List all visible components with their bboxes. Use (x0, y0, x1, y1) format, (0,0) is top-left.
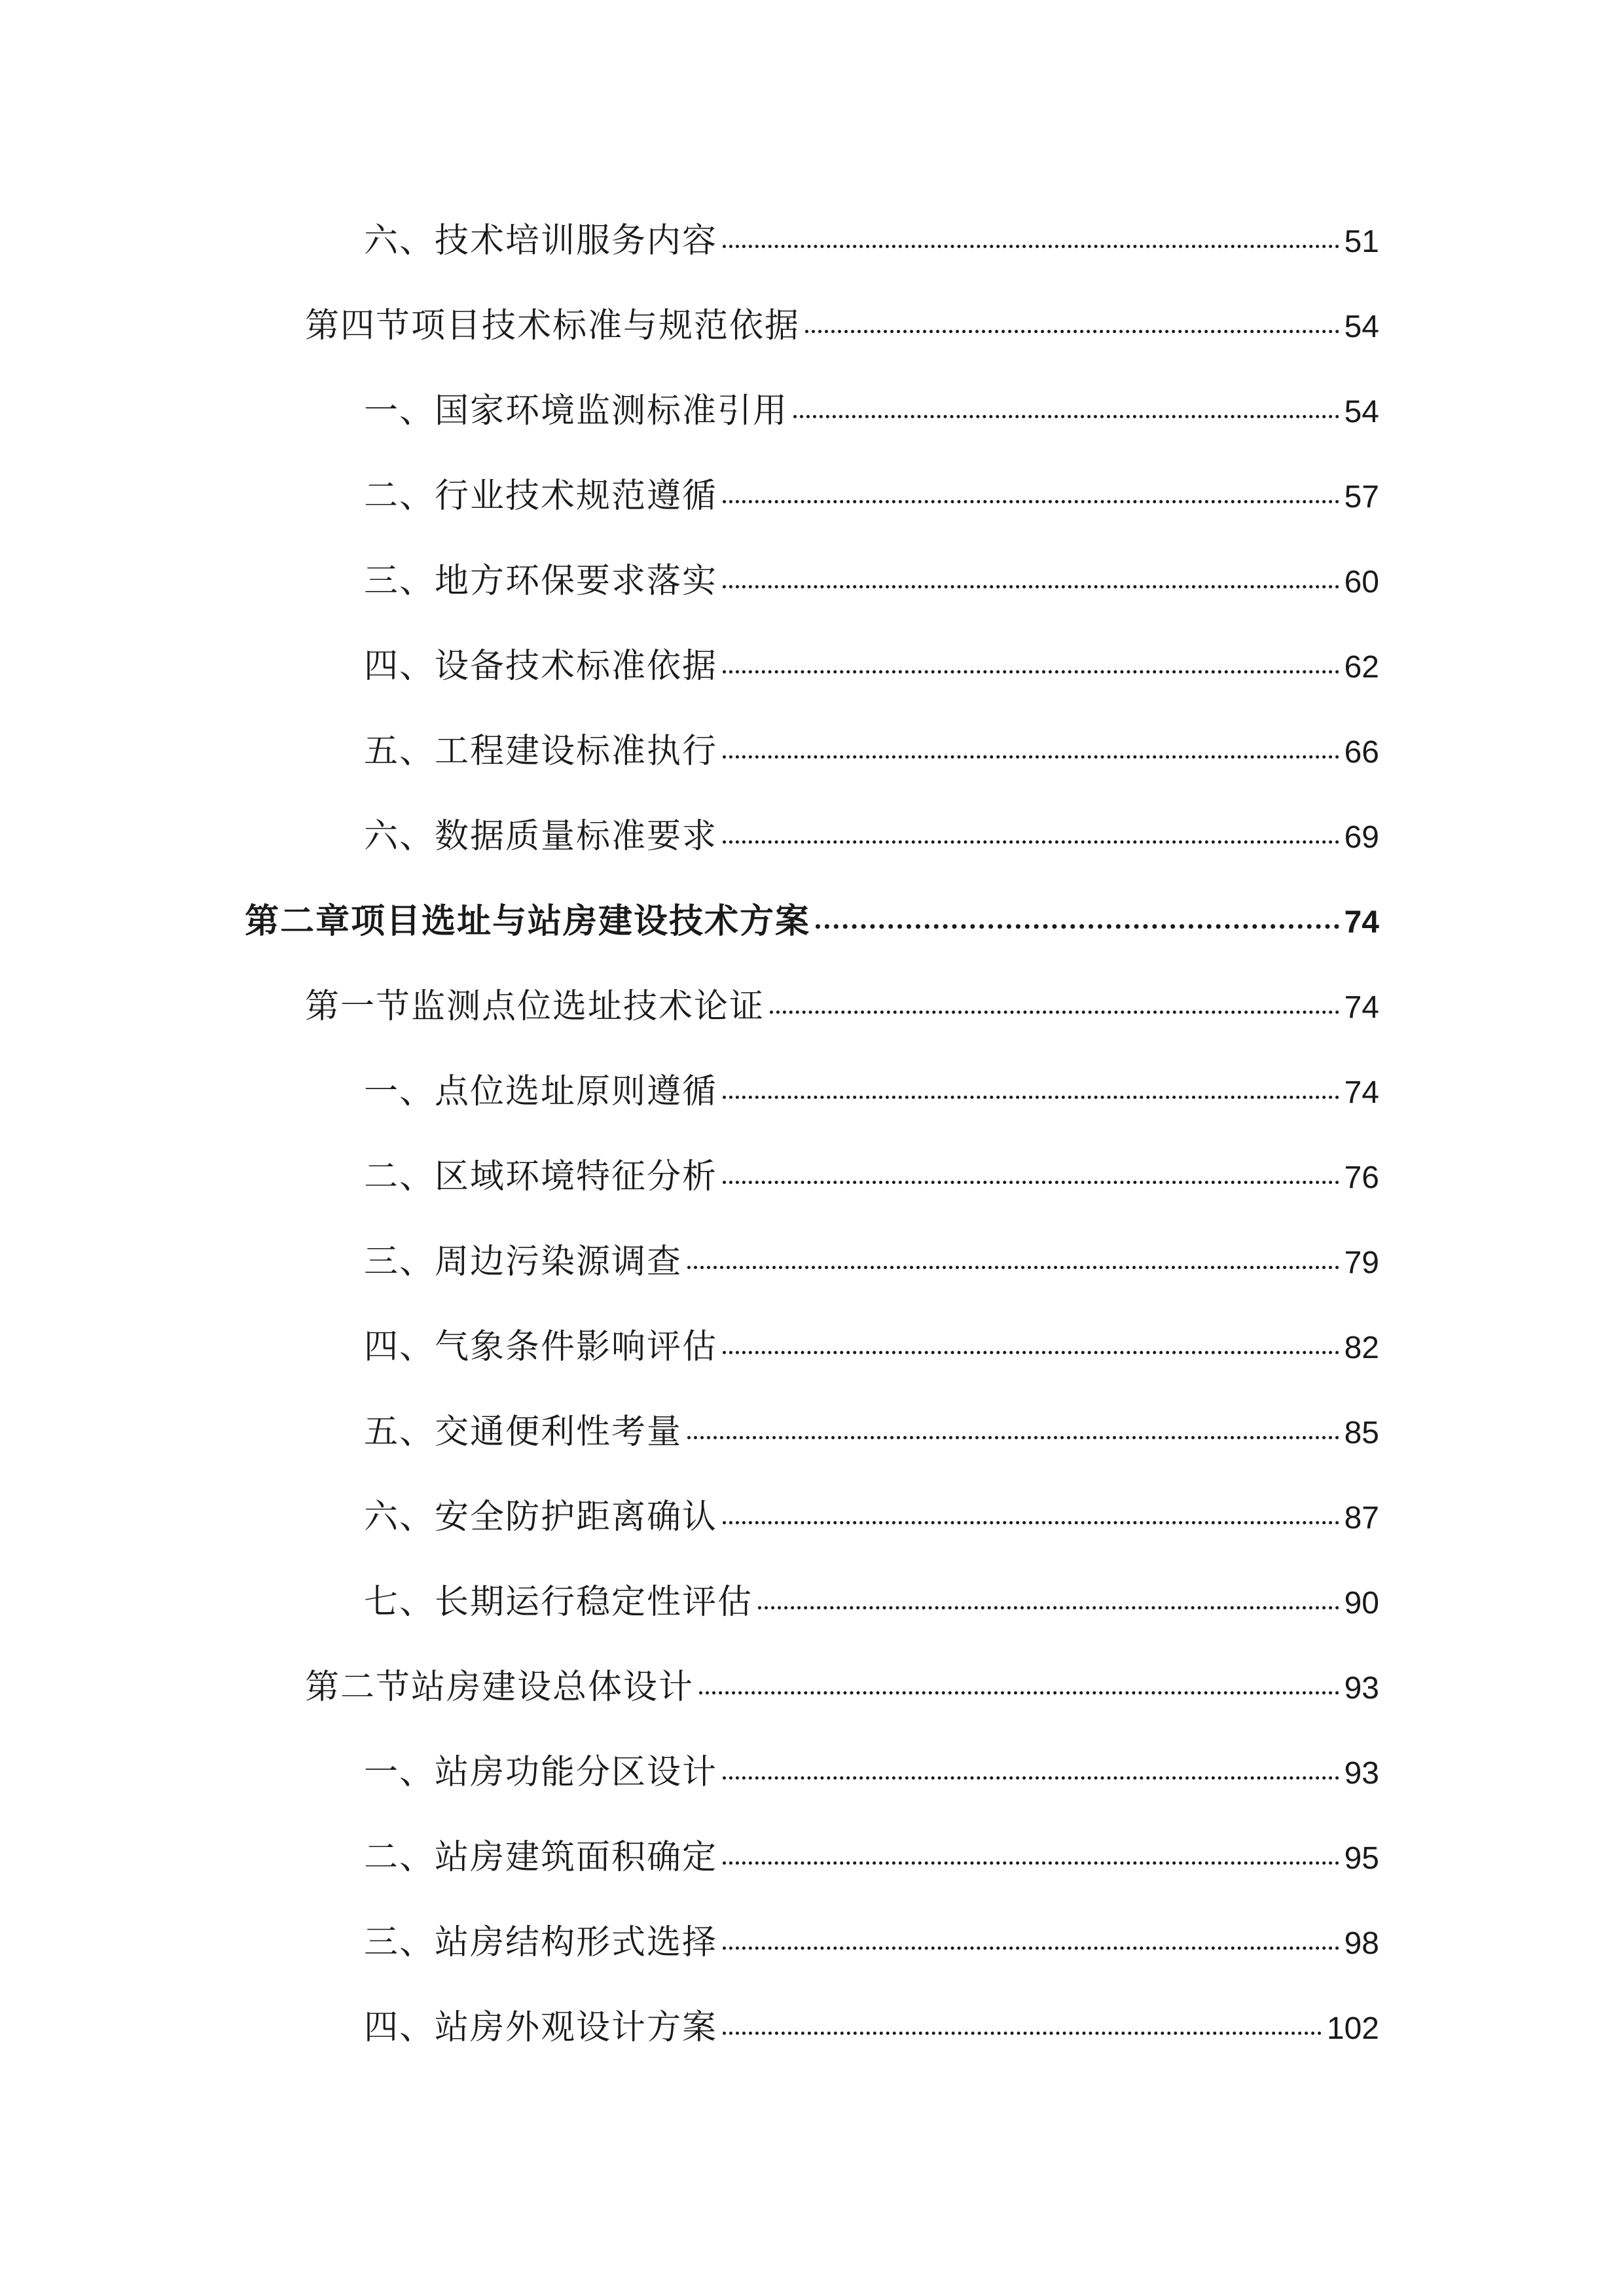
toc-entry-page: 69 (1344, 820, 1379, 855)
toc-entry-title: 六、技术培训服务内容 (364, 221, 718, 260)
toc-entry-title: 第二节站房建设总体设计 (305, 1668, 695, 1707)
toc-entry-title: 第一节监测点位选址技术论证 (305, 987, 765, 1026)
dot-leader (687, 1266, 1339, 1269)
toc-entry[interactable] (305, 303, 1379, 349)
toc-entry[interactable] (364, 1579, 1379, 1625)
toc-entry-title: 四、气象条件影响评估 (364, 1327, 718, 1367)
toc-entry-page: 87 (1344, 1501, 1379, 1535)
toc-entry-page: 54 (1344, 310, 1379, 344)
toc-entry-title: 三、周边污染源调查 (364, 1242, 683, 1282)
toc-entry-page: 79 (1344, 1246, 1379, 1280)
toc-entry-title: 二、区域环境特征分析 (364, 1157, 718, 1196)
dot-leader (770, 1011, 1339, 1014)
toc-entry[interactable] (364, 643, 1379, 689)
dot-leader (723, 1861, 1339, 1865)
dot-leader (723, 1181, 1339, 1184)
toc-entry-page: 54 (1344, 395, 1379, 429)
dot-leader (805, 330, 1339, 333)
dot-leader (723, 500, 1339, 503)
toc-entry[interactable] (364, 1154, 1379, 1200)
toc-entry[interactable] (364, 1494, 1379, 1540)
dot-leader (723, 755, 1339, 759)
toc-entry-page: 51 (1344, 224, 1379, 259)
toc-entry-page: 62 (1344, 650, 1379, 685)
toc-entry-page: 95 (1344, 1841, 1379, 1876)
toc-entry-title: 六、安全防护距离确认 (364, 1498, 718, 1537)
toc-entry-title: 四、设备技术标准依据 (364, 647, 718, 686)
toc-entry[interactable] (364, 728, 1379, 774)
toc-entry[interactable] (364, 473, 1379, 519)
toc-entry[interactable] (364, 558, 1379, 604)
toc-entry-title: 五、工程建设标准执行 (364, 732, 718, 771)
toc-entry-page: 74 (1344, 990, 1379, 1025)
toc-entry-page: 57 (1344, 480, 1379, 514)
dot-leader (723, 670, 1339, 673)
dot-leader (687, 1436, 1339, 1439)
dot-leader (816, 924, 1339, 929)
toc-entry-chapter[interactable] (245, 899, 1379, 944)
toc-entry[interactable] (364, 1835, 1379, 1880)
toc-entry-page: 66 (1344, 735, 1379, 770)
toc-entry[interactable] (364, 814, 1379, 859)
toc-entry-page: 102 (1326, 2011, 1379, 2046)
dot-leader (723, 1096, 1339, 1099)
toc-entry[interactable] (364, 1920, 1379, 1965)
toc-entry-title: 三、站房结构形式选择 (364, 1923, 718, 1962)
toc-entry-page: 74 (1344, 1075, 1379, 1110)
toc-entry-page: 82 (1344, 1331, 1379, 1365)
toc-entry-title: 三、地方环保要求落实 (364, 562, 718, 601)
dot-leader (793, 415, 1339, 418)
toc-entry[interactable] (364, 1239, 1379, 1285)
toc-entry[interactable] (364, 388, 1379, 434)
toc-entry[interactable] (305, 1664, 1379, 1710)
toc-entry-title: 四、站房外观设计方案 (364, 2008, 718, 2047)
toc-entry-page: 60 (1344, 565, 1379, 600)
dot-leader (723, 1521, 1339, 1524)
dot-leader (699, 1691, 1339, 1695)
toc-entry[interactable] (364, 1749, 1379, 1795)
toc-entry[interactable] (364, 1409, 1379, 1455)
dot-leader (723, 840, 1339, 844)
toc-entry-title: 第二章项目选址与站房建设技术方案 (245, 902, 811, 941)
toc-entry-page: 76 (1344, 1160, 1379, 1195)
toc-entry[interactable] (364, 1069, 1379, 1115)
toc-entry-title: 第四节项目技术标准与规范依据 (305, 306, 801, 346)
toc-entry-title: 七、长期运行稳定性评估 (364, 1583, 753, 1622)
toc-entry-page: 85 (1344, 1416, 1379, 1450)
dot-leader (723, 245, 1339, 248)
toc-entry-page: 98 (1344, 1926, 1379, 1961)
toc-entry-page: 74 (1344, 905, 1379, 940)
toc-entry[interactable] (305, 984, 1379, 1030)
dot-leader (723, 585, 1339, 588)
toc-entry-title: 六、数据质量标准要求 (364, 817, 718, 856)
toc-entry-page: 90 (1344, 1586, 1379, 1621)
dot-leader (723, 1351, 1339, 1354)
toc-entry-page: 93 (1344, 1756, 1379, 1791)
toc-entry-title: 一、站房功能分区设计 (364, 1753, 718, 1792)
dot-leader (723, 1946, 1339, 1950)
dot-leader (723, 1776, 1339, 1780)
toc-entry[interactable] (364, 2005, 1379, 2051)
toc-entry-title: 二、站房建筑面积确定 (364, 1838, 718, 1877)
toc-entry-title: 一、点位选址原则遵循 (364, 1072, 718, 1111)
toc-entry[interactable] (364, 1324, 1379, 1370)
toc-entry-title: 五、交通便利性考量 (364, 1412, 683, 1452)
dot-leader (758, 1606, 1339, 1609)
toc-entry-page: 93 (1344, 1671, 1379, 1706)
toc-entry-title: 一、国家环境监测标准引用 (364, 391, 789, 431)
dot-leader (723, 2032, 1322, 2035)
toc-entry-title: 二、行业技术规范遵循 (364, 476, 718, 516)
toc-entry[interactable] (364, 218, 1379, 264)
